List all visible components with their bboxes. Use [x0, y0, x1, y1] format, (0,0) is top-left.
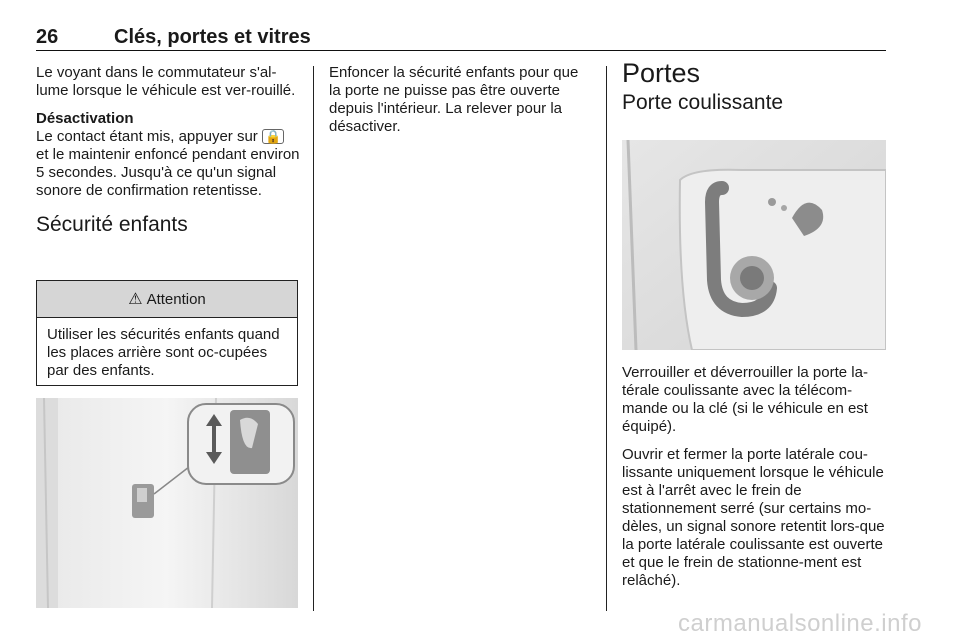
- column-divider-2: [606, 66, 607, 611]
- warning-header: [37, 281, 297, 318]
- deactivation-text-start: Le contact étant mis, appuyer sur: [36, 128, 258, 145]
- child-lock-illustration: [36, 398, 298, 608]
- right-column: [622, 58, 886, 114]
- deactivation-title: Désactivation: [36, 110, 134, 127]
- subsection-title-sliding-door: Porte coulissante: [622, 91, 784, 114]
- section-title-child-lock: Sécurité enfants: [36, 213, 188, 236]
- deactivation-text: [36, 128, 300, 200]
- intro-text: Le voyant dans le commutateur s'al-lume lorsque le véhicule est ver-rouillé.: [36, 64, 296, 99]
- chapter-title: Clés, portes et vitres: [114, 26, 311, 48]
- sliding-door-illustration: [622, 140, 886, 350]
- warning-title: Attention: [146, 290, 206, 308]
- warning-triangle-icon: ⚠: [128, 291, 143, 308]
- page-number: 26: [36, 26, 59, 48]
- sliding-door-paragraph-2: Ouvrir et fermer la porte latérale cou-lissante uniquement lorsque le véhicule est à l'arrêt avec le frein de stationnement serré (sur certains mo-dèles, un signal sonore retentit lors-que la porte latérale coulissante est ouverte et que le frein de stationne-ment est relâché).: [622, 446, 885, 589]
- deactivation-text-end: et le maintenir enfoncé pendant environ 5 secondes. Jusqu'à ce qu'un signal sonore de confirmation retentisse.: [36, 146, 300, 199]
- child-lock-instructions: Enfoncer la sécurité enfants pour que la porte ne puisse pas être ouverte depuis l'intérieur. La relever pour la désactiver.: [329, 64, 579, 135]
- section-title-doors: Portes: [622, 58, 701, 88]
- warning-box: [36, 280, 298, 386]
- page-header: [36, 26, 886, 51]
- sliding-door-paragraph-1: Verrouiller et déverrouiller la porte la-térale coulissante avec la télécom-mande ou la clé (si le véhicule en est équipé).: [622, 364, 868, 435]
- warning-text: Utiliser les sécurités enfants quand les places arrière sont oc-cupées par des enfants.: [47, 326, 280, 379]
- right-column-text: [622, 364, 888, 600]
- column-divider-1: [313, 66, 314, 611]
- middle-column: [329, 64, 593, 146]
- left-column: [36, 64, 300, 246]
- watermark: carmanualsonline.info: [678, 610, 922, 637]
- lock-icon: 🔒: [262, 129, 284, 144]
